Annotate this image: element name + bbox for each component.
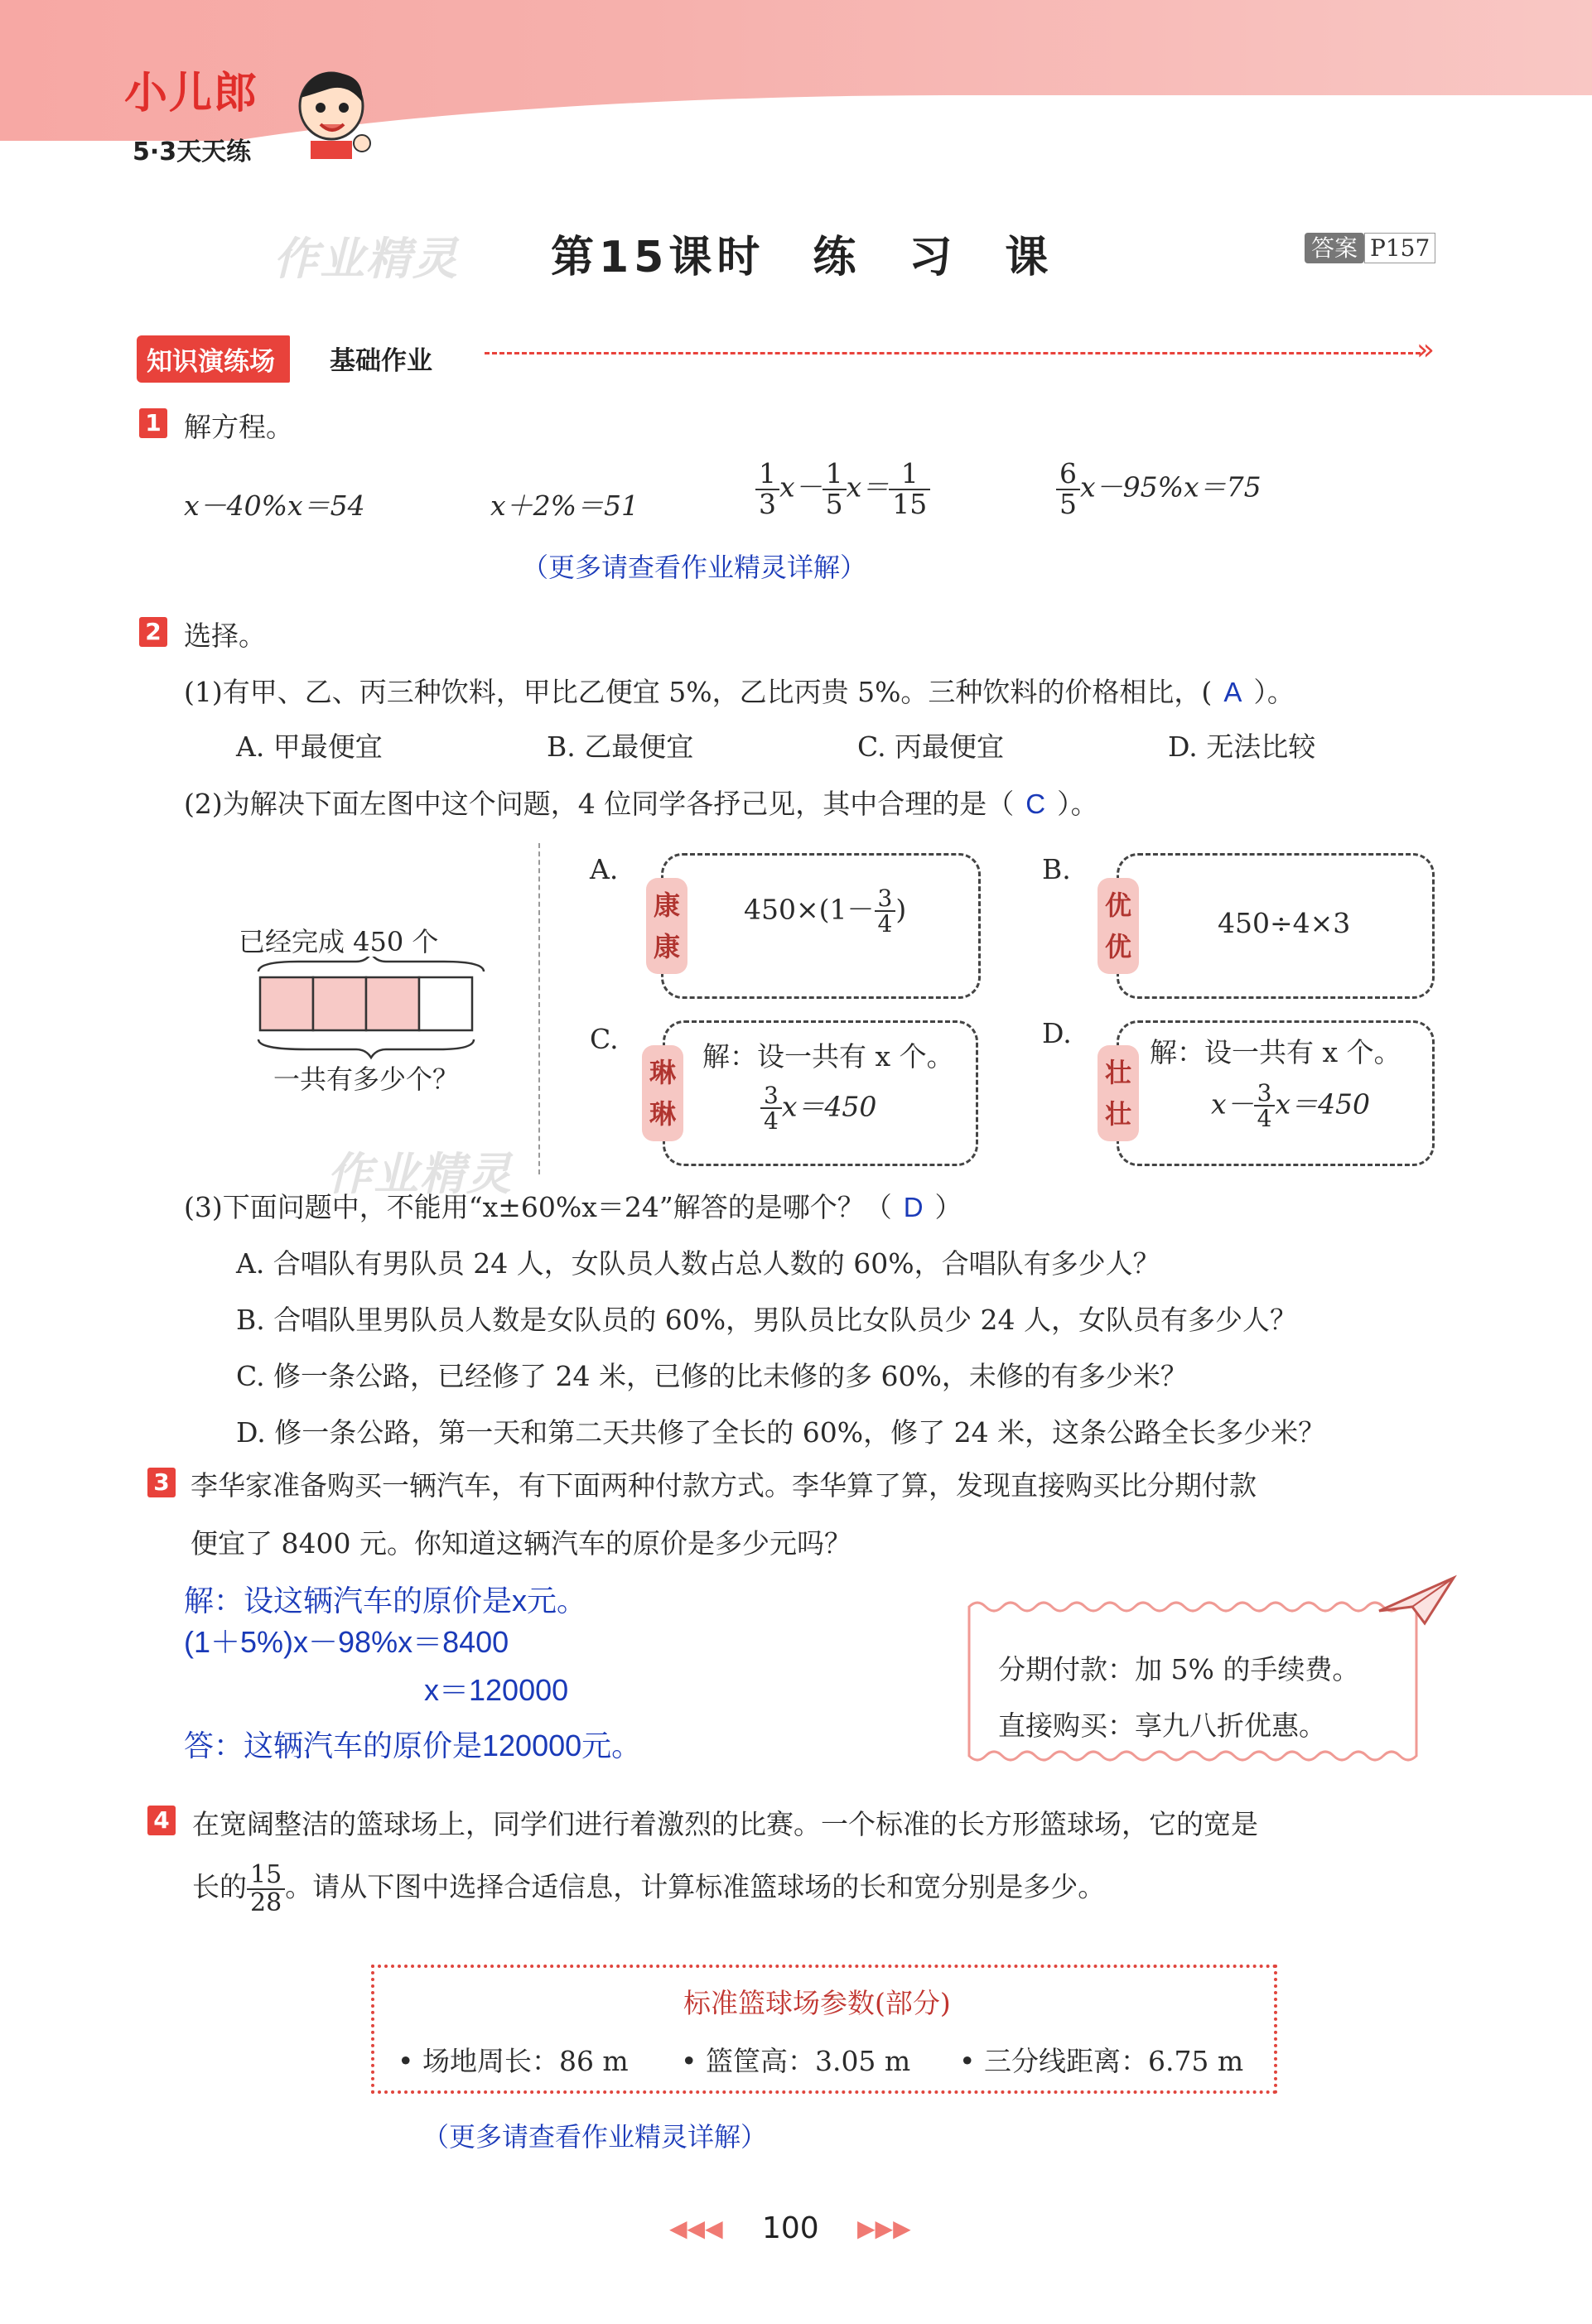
- q2-sub3-option-c: C. 修一条公路，已经修了 24 米，已修的比未修的多 60%，未修的有多少米？: [236, 1360, 1188, 1392]
- q4-param-hoop-height: • 篮筐高：3.05 m: [681, 2045, 911, 2077]
- q2-sub2-text: (2)为解决下面左图中这个问题，4 位同学各抒己见，其中合理的是（ C ）。: [184, 788, 1098, 820]
- choice-d-student: 壮 壮: [1098, 1045, 1139, 1141]
- section-divider: [485, 352, 1421, 354]
- q2-sub1-text: (1)有甲、乙、丙三种饮料，甲比乙便宜 5%，乙比丙贵 5%。三种饮料的价格相比，( A ）。: [184, 676, 1295, 708]
- q3-note-direct: 直接购买：享九八折优惠。: [998, 1709, 1326, 1742]
- q2-sub1-option-b: B. 乙最便宜: [547, 730, 694, 763]
- mascot-icon: [286, 65, 377, 160]
- choice-c-letter: C.: [590, 1023, 619, 1055]
- question-number-2: 2: [139, 617, 167, 647]
- q1-prompt: 解方程。: [184, 411, 293, 443]
- question-number-1: 1: [139, 408, 167, 438]
- q4-line1: 在宽阔整洁的篮球场上，同学们进行着激烈的比赛。一个标准的长方形篮球场，它的宽是: [192, 1808, 1258, 1840]
- choice-a-expression: 450×(1－ $\frac{3}{4}$ ): [744, 885, 907, 938]
- answer-page: P157: [1364, 233, 1435, 263]
- page-number: 100: [762, 2211, 819, 2245]
- q4-param-perimeter: • 场地周长：86 m: [398, 2045, 629, 2077]
- figure-completed-label: 已经完成 450 个: [239, 926, 439, 957]
- q1-equation-2: x＋2%＝51: [490, 489, 639, 522]
- q4-more-link[interactable]: （更多请查看作业精灵详解）: [422, 2121, 768, 2153]
- q2-sub3-answer: D: [903, 1192, 924, 1222]
- choice-b-expression: 450÷4×3: [1218, 907, 1351, 939]
- choice-d-letter: D.: [1042, 1017, 1072, 1049]
- question-number-3: 3: [147, 1468, 176, 1497]
- double-arrow-icon: »: [1416, 333, 1435, 367]
- q3-line1: 李华家准备购买一辆汽车，有下面两种付款方式。李华算了算，发现直接购买比分期付款: [191, 1469, 1257, 1502]
- q4-param-three-point: • 三分线距离：6.75 m: [959, 2045, 1244, 2077]
- choice-a-student: 康 康: [646, 878, 687, 974]
- q2-sub3-text: (3)下面问题中，不能用“x±60%x＝24”解答的是哪个？（ D ）: [184, 1191, 962, 1223]
- choice-d-line1: 解：设一共有 x 个。: [1150, 1036, 1401, 1068]
- figure-separator: [538, 843, 540, 1174]
- question-number-4: 4: [147, 1806, 176, 1835]
- choice-c-equation: $\frac{3}{4}$ x＝450: [760, 1083, 876, 1134]
- q2-sub1-option-d: D. 无法比较: [1168, 730, 1316, 763]
- figure-bar-diagram: [248, 957, 497, 1073]
- answer-reference: [1305, 230, 1435, 263]
- q3-solution-1: 解：设这辆汽车的原价是x元。: [184, 1584, 587, 1618]
- q3-line2: 便宜了 8400 元。你知道这辆汽车的原价是多少元吗？: [191, 1527, 851, 1560]
- q2-sub1-answer: A: [1223, 677, 1242, 707]
- footer-left-arrows: ◀◀◀: [669, 2215, 723, 2242]
- figure-total-question: 一共有多少个？: [273, 1063, 460, 1095]
- paper-plane-icon: [1375, 1574, 1458, 1632]
- q1-more-link[interactable]: （更多请查看作业精灵详解）: [522, 552, 867, 583]
- choice-b-student: 优 优: [1098, 878, 1139, 974]
- q2-sub3-option-d: D. 修一条公路，第一天和第二天共修了全长的 60%，修了 24 米，这条公路全长多少米？: [236, 1416, 1326, 1449]
- q2-sub1-option-c: C. 丙最便宜: [857, 730, 1005, 763]
- choice-b-letter: B.: [1042, 853, 1071, 885]
- q2-sub3-option-a: A. 合唱队有男队员 24 人，女队员人数占总人数的 60%，合唱队有多少人？: [236, 1247, 1160, 1280]
- q2-sub1-option-a: A. 甲最便宜: [236, 730, 383, 763]
- page-title: 第15课时 练 习 课: [551, 233, 1054, 282]
- choice-c-line1: 解：设一共有 x 个。: [702, 1040, 954, 1073]
- q1-equation-1: x－40%x＝54: [184, 489, 365, 522]
- q4-line2: 长的 $\frac{15}{28}$ 。请从下图中选择合适信息，计算标准篮球场的长和宽分别是多少。: [192, 1860, 1106, 1917]
- series-name: 5·3天天练: [133, 137, 252, 166]
- q1-equation-4: $\frac{6}{5}$ x－95%x＝75: [1056, 460, 1262, 518]
- q3-answer: 答：这辆汽车的原价是120000元。: [184, 1729, 642, 1762]
- brand-logo: 小儿郎: [124, 69, 259, 118]
- q2-prompt: 选择。: [184, 620, 266, 652]
- section-subtitle: 基础作业: [330, 346, 432, 376]
- watermark-top: 作业精灵: [273, 233, 459, 285]
- section-tag: 知识演练场: [137, 335, 290, 383]
- watermark-middle: 作业精灵: [327, 1148, 513, 1200]
- footer-right-arrows: ▶▶▶: [857, 2215, 911, 2242]
- choice-a-letter: A.: [590, 853, 619, 885]
- q3-note-installment: 分期付款：加 5% 的手续费。: [998, 1653, 1360, 1685]
- choice-d-equation: x－ $\frac{3}{4}$ x＝450: [1211, 1079, 1371, 1133]
- q3-solution-2: (1＋5%)x－98%x＝8400: [184, 1625, 509, 1659]
- choice-c-student: 琳 琳: [642, 1045, 683, 1141]
- q2-sub2-answer: C: [1025, 788, 1046, 819]
- q4-box-title: 标准篮球场参数(部分): [683, 1987, 951, 2019]
- q2-sub3-option-b: B. 合唱队里男队员人数是女队员的 60%，男队员比女队员少 24 人，女队员有多少人？: [236, 1304, 1298, 1336]
- q1-equation-3: $\frac{1}{3}$ x－ $\frac{1}{5}$ x＝ $\frac{1}{15}$: [755, 460, 930, 518]
- q3-solution-3: x＝120000: [424, 1673, 569, 1707]
- answer-label: 答案: [1305, 233, 1364, 263]
